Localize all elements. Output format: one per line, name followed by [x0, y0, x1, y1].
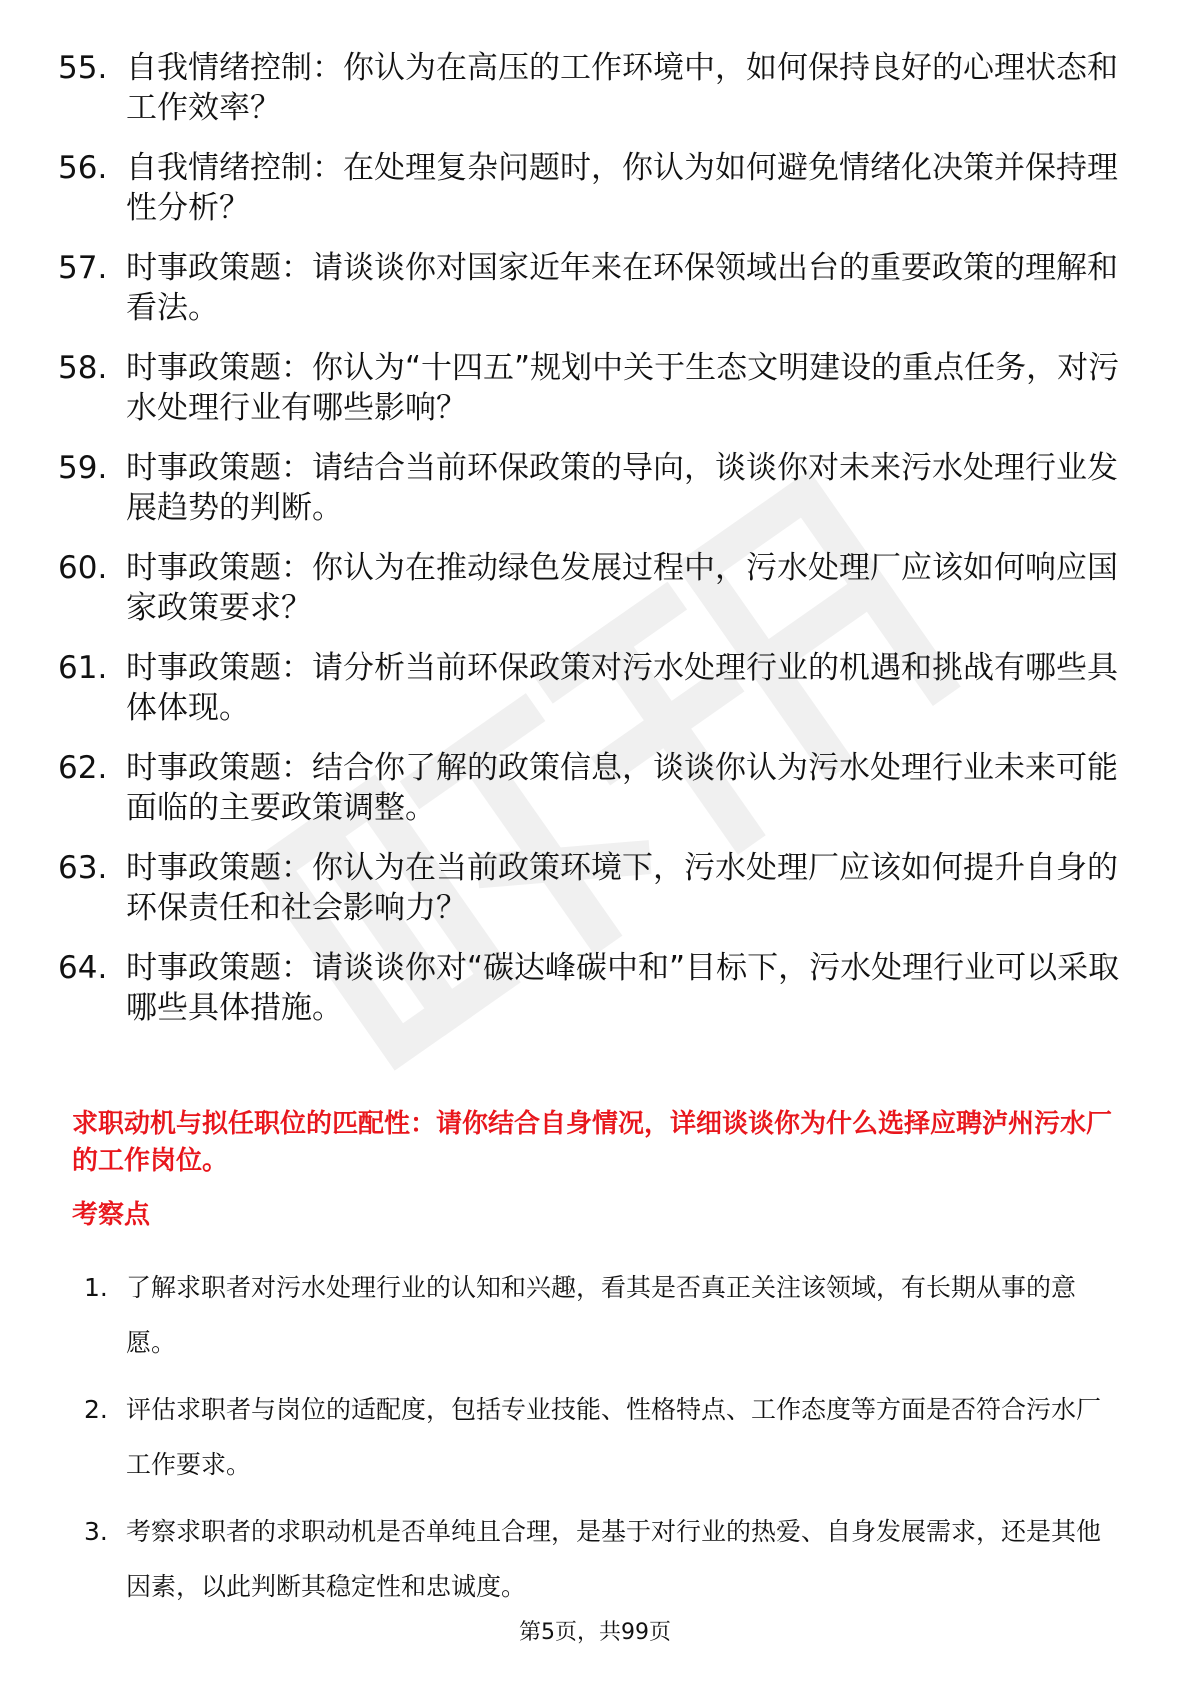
point-number: 1. — [84, 1273, 108, 1302]
question-list — [58, 48, 1138, 1048]
question-text: 时事政策题：请谈谈你对国家近年来在环保领域出台的重要政策的理解和看法。 — [126, 250, 1118, 326]
assessment-points-heading: 考察点 — [72, 1200, 151, 1230]
question-text: 时事政策题：请结合当前环保政策的导向，谈谈你对未来污水处理行业发展趋势的判断。 — [126, 450, 1118, 526]
assessment-point — [84, 1504, 1124, 1614]
question-number: 57. — [58, 250, 108, 286]
question-number: 60. — [58, 550, 108, 586]
assessment-points-list — [84, 1260, 1124, 1626]
question-item — [58, 48, 1138, 128]
question-item — [58, 948, 1138, 1028]
question-number: 61. — [58, 650, 108, 686]
question-text: 时事政策题：你认为“十四五”规划中关于生态文明建设的重点任务，对污水处理行业有哪些影响？ — [126, 350, 1120, 426]
question-number: 63. — [58, 850, 108, 886]
page-footer: 第5页，共99页 — [519, 1620, 671, 1645]
section-question-title: 求职动机与拟任职位的匹配性：请你结合自身情况，详细谈谈你为什么选择应聘泸州污水厂的工作岗位。 — [72, 1109, 1113, 1176]
point-number: 2. — [84, 1395, 108, 1424]
point-text: 考察求职者的求职动机是否单纯且合理，是基于对行业的热爱、自身发展需求，还是其他因素，以此判断其稳定性和忠诚度。 — [126, 1517, 1102, 1601]
question-item — [58, 448, 1138, 528]
question-number: 62. — [58, 750, 108, 786]
question-number: 55. — [58, 50, 108, 86]
question-item — [58, 148, 1138, 228]
question-text: 自我情绪控制：你认为在高压的工作环境中，如何保持良好的心理状态和工作效率？ — [126, 50, 1118, 126]
point-text: 评估求职者与岗位的适配度，包括专业技能、性格特点、工作态度等方面是否符合污水厂工作要求。 — [126, 1395, 1102, 1479]
assessment-point — [84, 1260, 1124, 1370]
question-number: 56. — [58, 150, 108, 186]
question-text: 时事政策题：你认为在推动绿色发展过程中，污水处理厂应该如何响应国家政策要求？ — [126, 550, 1118, 626]
question-number: 64. — [58, 950, 108, 986]
question-text: 时事政策题：请分析当前环保政策对污水处理行业的机遇和挑战有哪些具体体现。 — [126, 650, 1118, 726]
question-number: 58. — [58, 350, 108, 386]
point-text: 了解求职者对污水处理行业的认知和兴趣，看其是否真正关注该领域，有长期从事的意愿。 — [126, 1273, 1077, 1357]
question-item — [58, 748, 1138, 828]
point-number: 3. — [84, 1517, 108, 1546]
question-text: 时事政策题：你认为在当前政策环境下，污水处理厂应该如何提升自身的环保责任和社会影响力？ — [126, 850, 1118, 926]
question-item — [58, 248, 1138, 328]
question-item — [58, 348, 1138, 428]
question-number: 59. — [58, 450, 108, 486]
question-text: 时事政策题：请谈谈你对“碳达峰碳中和”目标下，污水处理行业可以采取哪些具体措施。 — [126, 950, 1120, 1026]
question-text: 时事政策题：结合你了解的政策信息，谈谈你认为污水处理行业未来可能面临的主要政策调整。 — [126, 750, 1118, 826]
question-item — [58, 848, 1138, 928]
question-text: 自我情绪控制：在处理复杂问题时，你认为如何避免情绪化决策并保持理性分析？ — [126, 150, 1118, 226]
question-item — [58, 548, 1138, 628]
question-item — [58, 648, 1138, 728]
assessment-point — [84, 1382, 1124, 1492]
